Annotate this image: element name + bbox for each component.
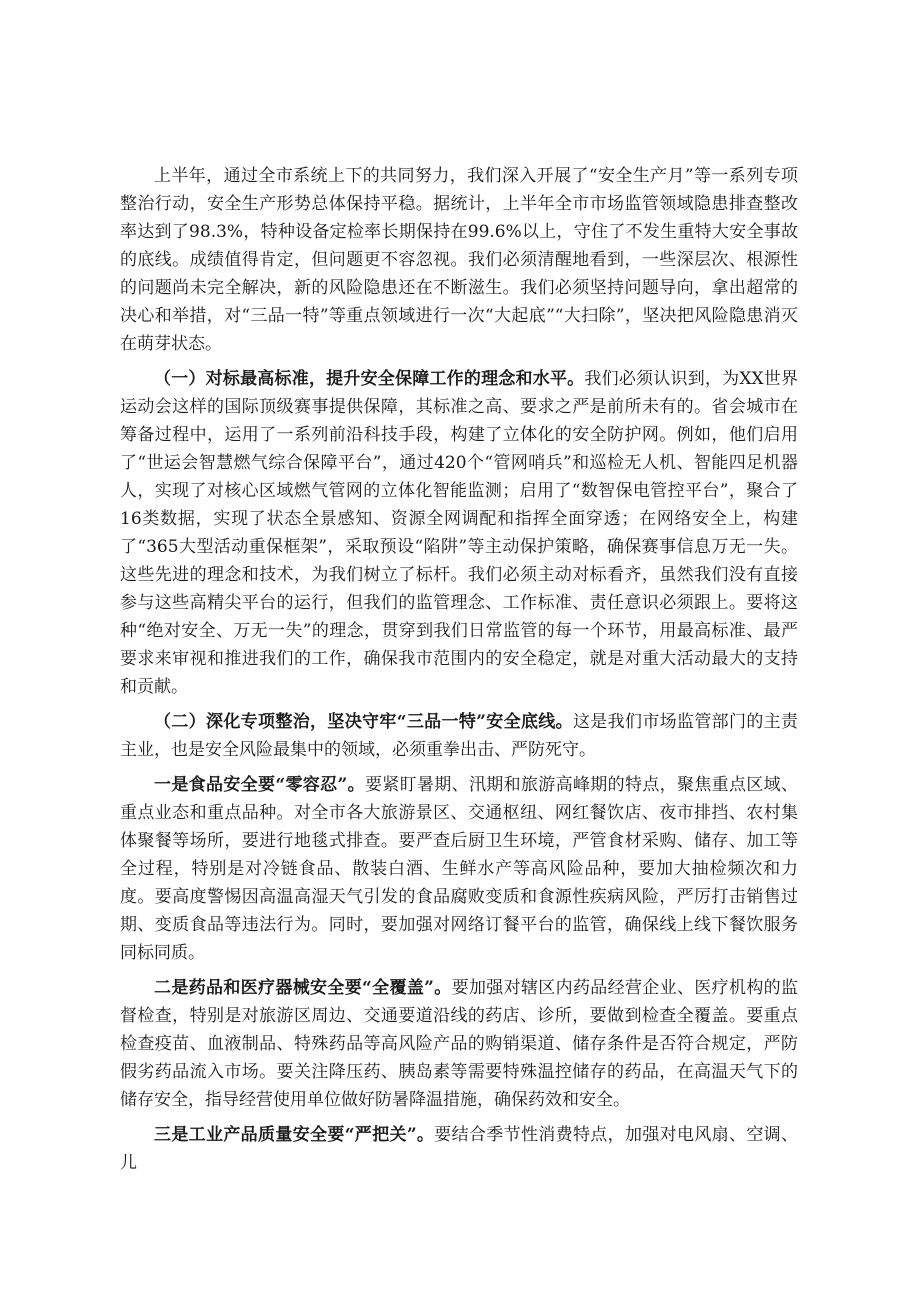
- paragraph-body: 要紧盯暑期、汛期和旅游高峰期的特点，聚焦重点区域、重点业态和重点品种。对全市各大旅游景区、交通枢纽、网红餐饮店、夜市排挡、农村集体聚餐等场所，要进行地毯式排查。要严查后厨卫生环境，严管食材采购、储存、加工等全过程，特别是对冷链食品、散装白酒、生鲜水产等高风险品种，要加大抽检频次和力度。要高度警惕因高温高湿天气引发的食品腐败变质和食源性疾病风险，严厉打击销售过期、变质食品等违法行为。同时，要加强对网络订餐平台的监管，确保线上线下餐饮服务同标同质。: [120, 775, 799, 963]
- paragraph-body: 上半年，通过全市系统上下的共同努力，我们深入开展了“安全生产月”等一系列专项整治行动，安全生产形势总体保持平稳。据统计，上半年全市市场监管领域隐患排查整改率达到了98.3%，特种设备定检率长期保持在99.6%以上，守住了不发生重特大安全事故的底线。成绩值得肯定，但问题更不容忽视。我们必须清醒地看到，一些深层次、根源性的问题尚未完全解决，新的风险隐患还在不断滋生。我们必须坚持问题导向，拿出超常的决心和举措，对“三品一特”等重点领域进行一次“大起底”“大扫除”，坚决把风险隐患消灭在萌芽状态。: [120, 166, 798, 354]
- paragraph-body: 要加强对辖区内药品经营企业、医疗机构的监督检查，特别是对旅游区周边、交通要道沿线的药店、诊所，要做到检查全覆盖。要重点检查疫苗、血液制品、特殊药品等高风险产品的购销渠道、储存条件是否符合规定，严防假劣药品流入市场。要关注降压药、胰岛素等需要特殊温控储存的药品，在高温天气下的储存安全，指导经营使用单位做好防暑降温措施，确保药效和安全。: [120, 978, 798, 1110]
- document-page: [120, 162, 798, 1184]
- paragraph-lead: 一是食品安全要“零容忍”。: [154, 775, 365, 795]
- paragraph-lead: 三是工业产品质量安全要“严把关”。: [154, 1125, 435, 1145]
- paragraph-body: 这是我们市场监管部门的主责主业，也是安全风险最集中的领域，必须重拳出击、严防死守。: [120, 712, 799, 760]
- paragraph-drug-safety: [120, 974, 798, 1114]
- paragraph-lead: （一）对标最高标准，提升安全保障工作的理念和水平。: [154, 369, 585, 389]
- paragraph-body: 要结合季节性消费特点，加强对电风扇、空调、儿: [120, 1125, 799, 1173]
- paragraph-industrial-safety: [120, 1121, 798, 1177]
- paragraph-section-1: [120, 365, 798, 701]
- paragraph-lead: （二）深化专项整治，坚决守牢“三品一特”安全底线。: [154, 712, 573, 732]
- paragraph-body: 我们必须认识到，为XX世界运动会这样的国际顶级赛事提供保障，其标准之高、要求之严是前所未有的。省会城市在筹备过程中，运用了一系列前沿科技手段，构建了立体化的安全防护网。例如，他们启用了“世运会智慧燃气综合保障平台”，通过420个“管网哨兵”和巡检无人机、智能四足机器人，实现了对核心区域燃气管网的立体化智能监测；启用了“数智保电管控平台”，聚合了16类数据，实现了状态全景感知、资源全网调配和指挥全面穿透；在网络安全上，构建了“365大型活动重保框架”，采取预设“陷阱”等主动保护策略，确保赛事信息万无一失。这些先进的理念和技术，为我们树立了标杆。我们必须主动对标看齐，虽然我们没有直接参与这些高精尖平台的运行，但我们的监管理念、工作标准、责任意识必须跟上。要将这种“绝对安全、万无一失”的理念，贯穿到我们日常监管的每一个环节，用最高标准、最严要求来审视和推进我们的工作，确保我市范围内的安全稳定，就是对重大活动最大的支持和贡献。: [120, 369, 798, 697]
- paragraph-section-2: [120, 708, 798, 764]
- paragraph-food-safety: [120, 771, 798, 967]
- paragraph-lead: 二是药品和医疗器械安全要“全覆盖”。: [154, 978, 452, 998]
- paragraph-intro: [120, 162, 798, 358]
